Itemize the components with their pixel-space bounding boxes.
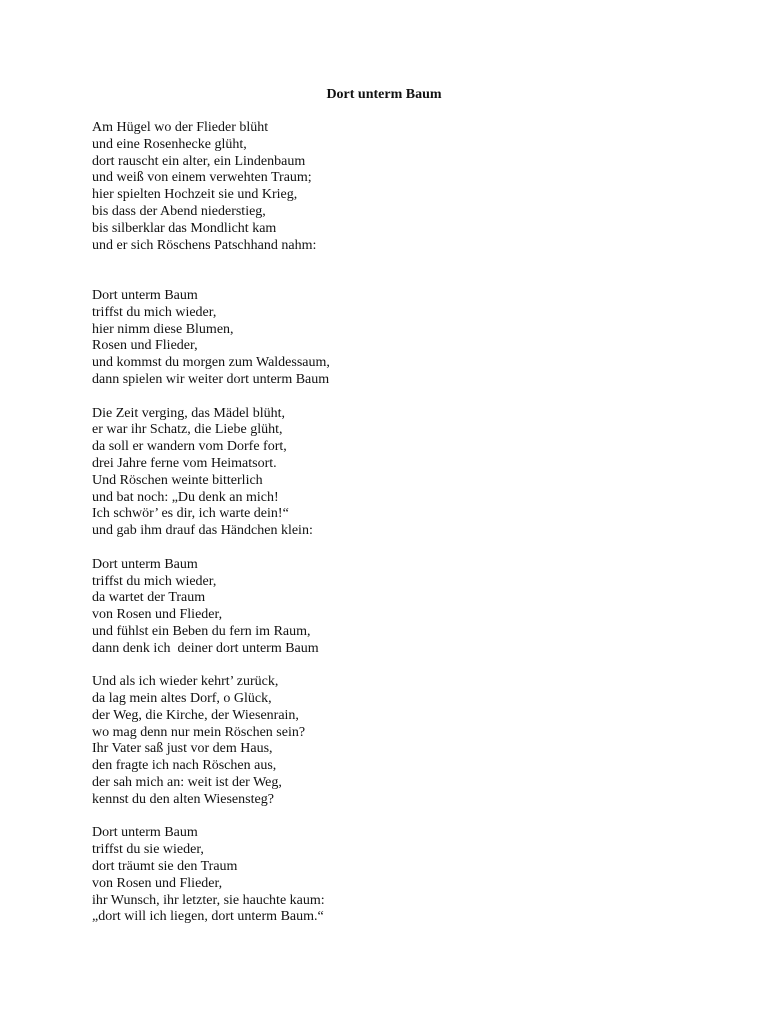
poem-line: dann spielen wir weiter dort unterm Baum (92, 371, 330, 387)
poem-line: und eine Rosenhecke glüht, (92, 136, 247, 152)
poem-line: er war ihr Schatz, die Liebe glüht, (92, 422, 283, 438)
poem-line: von Rosen und Flieder, (92, 875, 223, 891)
poem-line: bis dass der Abend niederstieg, (92, 203, 266, 219)
poem-line: da soll er wandern vom Dorfe fort, (92, 439, 287, 455)
stanza-gap (92, 540, 692, 557)
stanza-5 (92, 674, 692, 808)
poem-line: Dort unterm Baum (92, 556, 198, 572)
poem-line: und gab ihm drauf das Händchen klein: (92, 523, 313, 539)
poem-line: Dort unterm Baum (92, 287, 198, 303)
poem-line: Und Röschen weinte bitterlich (92, 472, 263, 488)
poem-line: den fragte ich nach Röschen aus, (92, 758, 277, 774)
poem-line: drei Jahre ferne vom Heimatsort. (92, 455, 277, 471)
stanza-gap (92, 658, 692, 675)
poem-body (92, 120, 692, 926)
poem-line: hier spielten Hochzeit sie und Krieg, (92, 187, 298, 203)
poem-line: triffst du mich wieder, (92, 573, 217, 589)
poem-line: Dort unterm Baum (92, 825, 198, 841)
stanza-1 (92, 120, 692, 254)
poem-line: und weiß von einem verwehten Traum; (92, 170, 312, 186)
poem-line: hier nimm diese Blumen, (92, 321, 234, 337)
poem-line: triffst du sie wieder, (92, 842, 204, 858)
poem-line: da wartet der Traum (92, 590, 206, 606)
stanza-gap (92, 254, 692, 288)
poem-line: dort rauscht ein alter, ein Lindenbaum (92, 153, 306, 169)
poem-line: der Weg, die Kirche, der Wiesenrain, (92, 707, 299, 723)
stanza-3 (92, 406, 692, 540)
stanza-gap (92, 389, 692, 406)
poem-line: und er sich Röschens Patschhand nahm: (92, 237, 317, 253)
poem-line: und kommst du morgen zum Waldessaum, (92, 355, 330, 371)
poem-line: und bat noch: „Du denk an mich! (92, 489, 279, 505)
stanza-4 (92, 557, 692, 658)
poem-line: Ich schwör’ es dir, ich warte dein!“ (92, 506, 289, 522)
poem-line: da lag mein altes Dorf, o Glück, (92, 691, 272, 707)
poem-line: triffst du mich wieder, (92, 304, 217, 320)
poem-line: und fühlst ein Beben du fern im Raum, (92, 623, 311, 639)
stanza-gap (92, 809, 692, 826)
poem-line: Die Zeit verging, das Mädel blüht, (92, 405, 285, 421)
poem-line: „dort will ich liegen, dort unterm Baum.“ (92, 909, 324, 925)
stanza-6 (92, 825, 692, 926)
poem-line: wo mag denn nur mein Röschen sein? (92, 724, 306, 740)
poem-line: Ihr Vater saß just vor dem Haus, (92, 741, 273, 757)
poem-line: ihr Wunsch, ihr letzter, sie hauchte kaum: (92, 892, 325, 908)
poem-title: Dort unterm Baum (326, 87, 442, 102)
poem-line: dort träumt sie den Traum (92, 859, 238, 875)
poem-line: kennst du den alten Wiesensteg? (92, 791, 274, 807)
poem-line: dann denk ich deiner dort unterm Baum (92, 640, 319, 656)
poem-line: bis silberklar das Mondlicht kam (92, 220, 277, 236)
poem-line: Rosen und Flieder, (92, 338, 198, 354)
stanza-2 (92, 288, 692, 389)
poem-line: der sah mich an: weit ist der Weg, (92, 775, 282, 791)
poem-line: Und als ich wieder kehrt’ zurück, (92, 674, 279, 690)
poem-line: von Rosen und Flieder, (92, 607, 223, 623)
poem-line: Am Hügel wo der Flieder blüht (92, 120, 269, 135)
